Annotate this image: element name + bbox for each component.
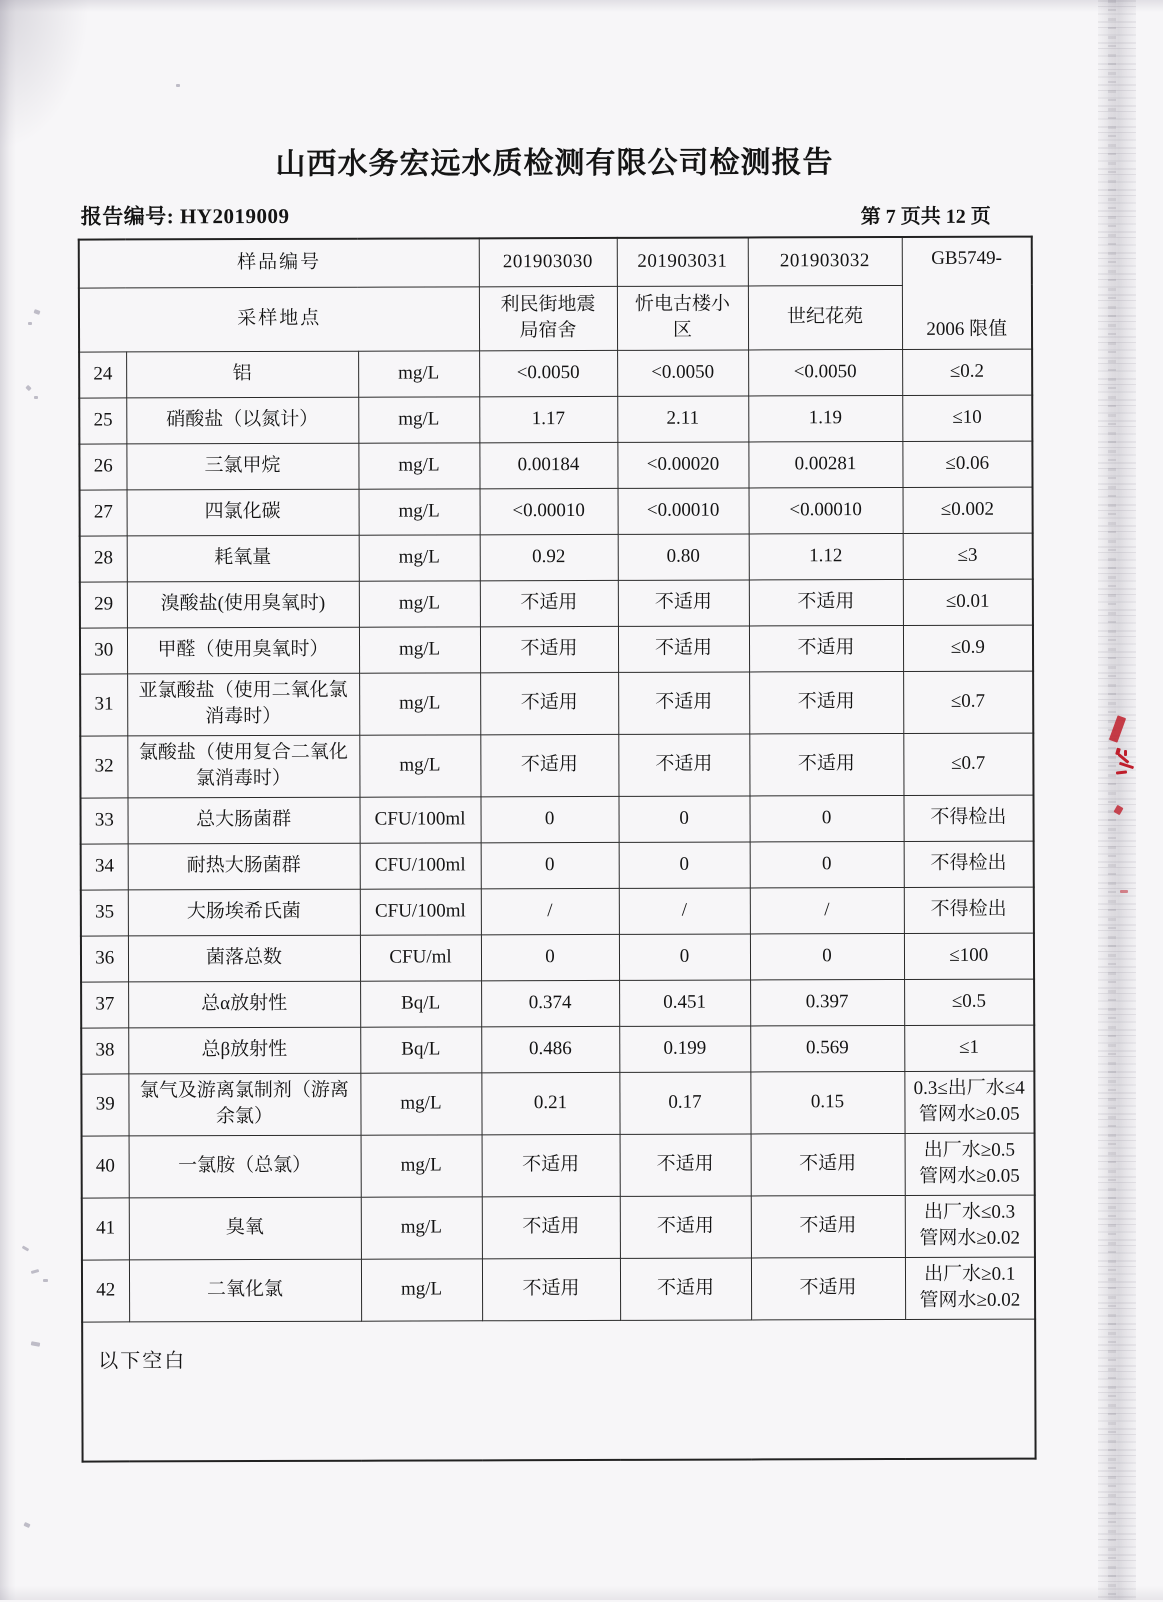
sample-value: 不适用 <box>480 580 618 626</box>
limit-value <box>903 671 1033 733</box>
sample-value: 0 <box>481 796 619 842</box>
sample-value: 不适用 <box>482 1258 620 1320</box>
sample-value: 不适用 <box>751 1133 905 1195</box>
limit-line: ≤100 <box>949 944 989 967</box>
site-line: 局宿舍 <box>519 320 577 342</box>
limit-line: ≤0.01 <box>945 590 990 613</box>
results-tbody <box>79 237 1036 1462</box>
sample-value: 0.451 <box>619 979 750 1025</box>
unit: mg/L <box>359 488 480 534</box>
row-number: 37 <box>81 981 128 1027</box>
parameter-name: 甲醛（使用臭氧时） <box>127 627 359 674</box>
unit: CFU/ml <box>360 934 481 980</box>
table-row <box>81 1025 1034 1074</box>
sample-value: 0.21 <box>481 1072 619 1134</box>
row-number: 27 <box>80 489 127 535</box>
table-row <box>79 349 1032 398</box>
limit-value <box>904 887 1034 933</box>
sample-value: 不适用 <box>618 625 749 671</box>
parameter-name: 总β放射性 <box>128 1027 360 1074</box>
scan-speck <box>43 1279 48 1282</box>
scan-speck <box>28 322 32 325</box>
sample-value: 1.19 <box>748 395 902 441</box>
sample-value: 0.569 <box>750 1025 904 1071</box>
scan-smudge-band <box>1098 0 1136 1600</box>
row-number: 33 <box>80 797 127 843</box>
limit-value <box>904 933 1034 979</box>
unit: mg/L <box>358 442 479 488</box>
limit-line: 不得检出 <box>930 852 1007 875</box>
table-row <box>81 841 1034 890</box>
page-counter: 第 7 页共 12 页 <box>860 205 991 229</box>
red-ink-mark <box>1120 890 1128 893</box>
site-3 <box>748 285 902 349</box>
unit: mg/L <box>358 396 479 442</box>
results-table <box>78 236 1037 1463</box>
limit-line: 不得检出 <box>930 898 1007 921</box>
table-row <box>82 1133 1035 1198</box>
limit-line: ≤1 <box>959 1036 980 1058</box>
limit-line: 管网水≥0.05 <box>918 1103 1020 1125</box>
row-number: 28 <box>80 535 127 581</box>
table-row <box>80 671 1033 736</box>
sample-value: <0.00010 <box>480 488 618 534</box>
sample-value: 不适用 <box>480 626 618 672</box>
parameter-name: 菌落总数 <box>128 935 360 982</box>
sample-value: 不适用 <box>618 671 749 733</box>
sample-value: 0 <box>750 933 904 979</box>
site-line: 区 <box>672 319 693 341</box>
site-line: 利民街地震 <box>500 294 596 316</box>
row-number: 35 <box>81 889 128 935</box>
red-ink-mark <box>1124 750 1127 756</box>
sample-value: <0.0050 <box>748 349 902 395</box>
sample-value: 不适用 <box>482 1196 620 1258</box>
table-row <box>80 795 1033 844</box>
limit-value <box>904 1025 1034 1071</box>
parameter-name: 臭氧 <box>129 1197 361 1260</box>
row-number: 34 <box>81 843 128 889</box>
sample-id-label: 样品编号 <box>79 238 479 287</box>
sample-value: 0.486 <box>481 1026 619 1072</box>
sample-value: 0 <box>619 841 750 887</box>
sample-value: 不适用 <box>618 733 749 795</box>
scan-edge-bottom <box>0 1586 1163 1600</box>
unit: mg/L <box>361 1134 482 1196</box>
sample-value: / <box>750 887 904 933</box>
scan-speck <box>176 84 180 87</box>
sample-value: 0 <box>619 933 750 979</box>
row-number: 42 <box>82 1259 129 1321</box>
limit-line: 管网水≥0.02 <box>919 1227 1021 1249</box>
limit-header-cell <box>902 237 1032 349</box>
sample-value: 0.15 <box>750 1071 904 1133</box>
limit-line: ≤10 <box>952 406 982 429</box>
sample-value: 1.17 <box>479 396 617 442</box>
sample-value: <0.00010 <box>618 487 749 533</box>
site-line: 忻电古楼小 <box>634 293 730 316</box>
limit-value <box>902 395 1032 441</box>
table-row <box>81 933 1034 982</box>
sample-id-1: 201903030 <box>479 238 617 286</box>
table-row <box>80 625 1033 674</box>
sample-value: 不适用 <box>749 671 903 733</box>
unit: mg/L <box>360 1072 481 1134</box>
table-row <box>81 887 1034 936</box>
limit-value <box>903 625 1033 671</box>
unit: CFU/100ml <box>359 796 480 842</box>
sample-value: 不适用 <box>618 579 749 625</box>
limit-line: 管网水≥0.02 <box>919 1289 1021 1311</box>
table-row <box>80 533 1033 582</box>
sample-value: 0 <box>481 842 619 888</box>
limit-value <box>904 979 1034 1025</box>
unit: mg/L <box>361 1196 482 1258</box>
table-row <box>82 1195 1035 1260</box>
parameter-name: 氯酸盐（使用复合二氧化氯消毒时） <box>127 735 359 798</box>
limit-line: ≤3 <box>957 544 978 566</box>
sample-value: 不适用 <box>749 733 903 795</box>
parameter-name: 溴酸盐(使用臭氧时) <box>127 581 359 628</box>
site-label: 采样地点 <box>79 286 479 351</box>
scan-speck <box>34 396 38 399</box>
limit-line: 出厂水≥0.1 <box>924 1263 1016 1286</box>
sample-value: 不适用 <box>620 1257 751 1319</box>
sample-value: 0.199 <box>619 1025 750 1071</box>
sample-value: 不适用 <box>620 1195 751 1257</box>
sample-value: 不适用 <box>620 1133 751 1195</box>
row-number: 39 <box>81 1073 128 1135</box>
parameter-name: 耐热大肠菌群 <box>128 843 360 890</box>
limit-value <box>904 1071 1034 1133</box>
unit: mg/L <box>359 580 480 626</box>
row-number: 30 <box>80 627 127 673</box>
table-row <box>80 487 1033 536</box>
sample-value: 不适用 <box>480 672 618 734</box>
limit-value <box>903 579 1033 625</box>
limit-value <box>903 733 1033 795</box>
limit-line: ≤0.7 <box>950 690 986 713</box>
unit: mg/L <box>359 626 480 672</box>
sample-value: 不适用 <box>751 1257 905 1319</box>
unit: mg/L <box>359 734 480 796</box>
sample-value: 0 <box>750 841 904 887</box>
limit-line: ≤0.9 <box>950 636 985 659</box>
limit-line: ≤0.06 <box>945 452 990 475</box>
sample-value: 2.11 <box>617 395 748 441</box>
row-number: 29 <box>80 581 127 627</box>
limit-header-line2: 2006 限值 <box>926 318 1008 340</box>
limit-value <box>905 1195 1035 1257</box>
site-1 <box>479 286 617 350</box>
limit-value <box>903 533 1033 579</box>
sample-value: 不适用 <box>749 579 903 625</box>
footer-note: 以下空白 <box>82 1319 1035 1462</box>
limit-line: 0.3≤出厂水≤4 <box>913 1077 1025 1100</box>
parameter-name: 三氯甲烷 <box>126 443 358 490</box>
site-2 <box>617 285 748 349</box>
table-row <box>79 395 1032 444</box>
row-number: 31 <box>80 673 127 735</box>
report-meta <box>81 198 1031 229</box>
unit: mg/L <box>358 350 479 396</box>
sample-id-2: 201903031 <box>617 237 748 285</box>
limit-line: 出厂水≥0.5 <box>923 1140 1015 1162</box>
table-row <box>81 1071 1034 1136</box>
sample-value: 0.00184 <box>479 442 617 488</box>
scan-smudge-streak <box>1108 0 1116 1600</box>
sample-value: / <box>619 887 750 933</box>
parameter-name: 耗氧量 <box>127 535 359 582</box>
limit-line: ≤0.5 <box>951 990 987 1013</box>
unit: mg/L <box>359 534 480 580</box>
sample-value: 0 <box>619 795 750 841</box>
sample-value: 0 <box>481 934 619 980</box>
limit-header-line1: GB5749- <box>931 247 1002 270</box>
table-row <box>81 979 1034 1028</box>
unit: mg/L <box>359 672 480 734</box>
row-number: 32 <box>80 735 127 797</box>
sample-value: 0.80 <box>618 533 749 579</box>
row-number: 36 <box>81 935 128 981</box>
unit: CFU/100ml <box>360 888 481 934</box>
limit-value <box>904 795 1034 841</box>
limit-line: 出厂水≤0.3 <box>923 1201 1016 1224</box>
parameter-name: 亚氯酸盐（使用二氧化氯消毒时） <box>127 673 359 736</box>
sample-value: 不适用 <box>482 1134 620 1196</box>
limit-line: 不得检出 <box>930 806 1007 829</box>
limit-value <box>905 1257 1035 1319</box>
unit: CFU/100ml <box>360 842 481 888</box>
blank-footer-row <box>82 1319 1035 1462</box>
sample-value: 0.17 <box>619 1071 750 1133</box>
sample-value: <0.0050 <box>617 349 748 395</box>
parameter-name: 一氯胺（总氯） <box>129 1135 361 1198</box>
sample-value: <0.00020 <box>617 441 748 487</box>
report-number-label: 报告编号: <box>80 204 175 229</box>
limit-value <box>903 487 1033 533</box>
sample-value: / <box>481 888 619 934</box>
row-number: 40 <box>82 1135 129 1197</box>
limit-value <box>902 441 1032 487</box>
unit: mg/L <box>361 1258 482 1320</box>
parameter-name: 总大肠菌群 <box>127 797 359 844</box>
sample-value: 0 <box>750 795 904 841</box>
sample-value: 0.374 <box>481 980 619 1026</box>
limit-value <box>905 1133 1035 1195</box>
sample-value: <0.0050 <box>479 350 617 396</box>
page-title: 山西水务宏远水质检测有限公司检测报告 <box>275 146 834 181</box>
scan-corner-shadow <box>0 0 90 150</box>
sample-value: 不适用 <box>749 625 903 671</box>
sample-value: <0.00010 <box>749 487 903 533</box>
sample-value: 0.92 <box>480 534 618 580</box>
report-number <box>81 200 290 231</box>
sample-value: 不适用 <box>751 1195 905 1257</box>
table-row <box>80 579 1033 628</box>
row-number: 26 <box>79 443 126 489</box>
sample-value: 0.00281 <box>748 441 902 487</box>
unit: Bq/L <box>360 1026 481 1072</box>
table-row <box>80 733 1033 798</box>
sample-id-3: 201903032 <box>748 237 902 285</box>
parameter-name: 硝酸盐（以氮计） <box>126 397 358 444</box>
report-number-value: HY2019009 <box>179 203 290 229</box>
row-number: 38 <box>81 1027 128 1073</box>
parameter-name: 铝 <box>126 351 358 398</box>
sample-value: 1.12 <box>749 533 903 579</box>
header-row-sample-id <box>79 237 1032 288</box>
parameter-name: 大肠埃希氏菌 <box>128 889 360 936</box>
header-row-site <box>79 285 1032 352</box>
sample-value: 不适用 <box>480 734 618 796</box>
row-number: 25 <box>79 397 126 443</box>
parameter-name: 总α放射性 <box>128 981 360 1028</box>
limit-value <box>902 349 1032 395</box>
parameter-name: 氯气及游离氯制剂（游离余氯） <box>128 1073 360 1136</box>
parameter-name: 四氯化碳 <box>127 489 359 536</box>
site-line: 世纪花苑 <box>786 306 864 328</box>
unit: Bq/L <box>360 980 481 1026</box>
limit-line: 管网水≥0.05 <box>919 1165 1020 1187</box>
limit-value <box>904 841 1034 887</box>
table-row <box>79 441 1032 490</box>
parameter-name: 二氧化氯 <box>129 1259 361 1322</box>
scan-edge-top <box>0 0 1163 12</box>
sample-value: 0.397 <box>750 979 904 1025</box>
limit-line: ≤0.002 <box>940 498 994 521</box>
row-number: 41 <box>82 1197 129 1259</box>
limit-line: ≤0.7 <box>951 752 986 775</box>
table-row <box>82 1257 1035 1322</box>
limit-line: ≤0.2 <box>949 360 985 383</box>
row-number: 24 <box>79 351 126 397</box>
